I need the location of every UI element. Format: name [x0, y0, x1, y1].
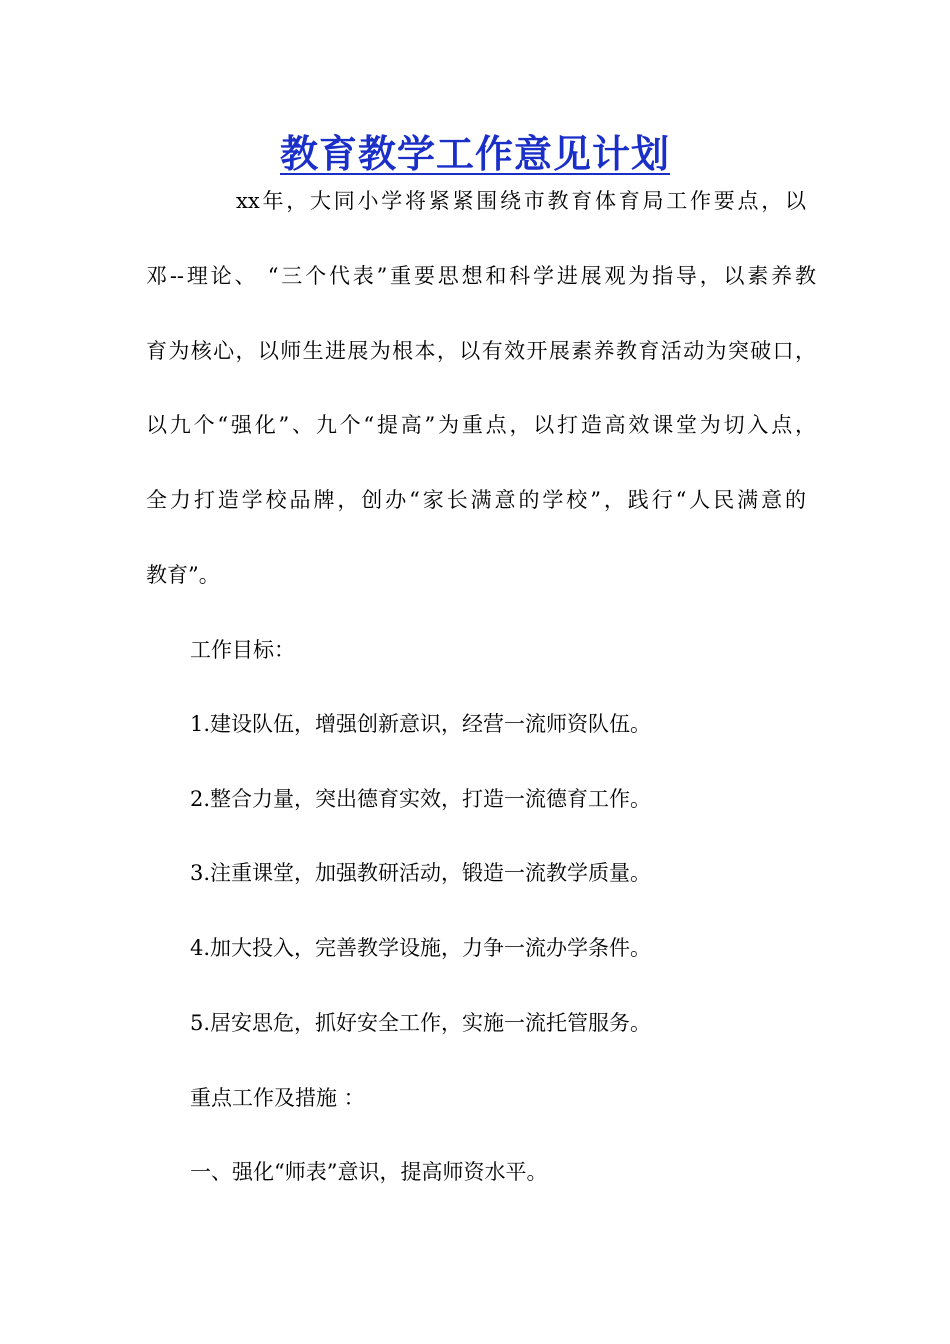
- section-one-heading: 一、强化“师表”意识，提高师资水平。: [190, 1160, 548, 1184]
- goals-heading: 工作目标：: [190, 638, 295, 662]
- intro-line-1: xx年，大同小学将紧紧围绕市教育体育局工作要点，以: [236, 189, 806, 213]
- intro-line-5: 全力打造学校品牌，创办“家长满意的学校”，践行“人民满意的: [146, 488, 806, 512]
- intro-line-4: 以九个“强化”、九个“提高”为重点，以打造高效课堂为切入点，: [146, 413, 816, 437]
- goal-item-5: 5.居安思危，抓好安全工作，实施一流托管服务。: [190, 1011, 652, 1035]
- document-title: 教育教学工作意见计划: [279, 131, 670, 176]
- goal-item-4: 4.加大投入，完善教学设施，力争一流办学条件。: [190, 936, 652, 960]
- intro-line-2: 邓--理论、 “三个代表”重要思想和科学进展观为指导，以素养教: [146, 264, 816, 288]
- goal-item-2: 2.整合力量，突出德育实效，打造一流德育工作。: [190, 787, 652, 811]
- goal-item-1: 1.建设队伍，增强创新意识，经营一流师资队伍。: [190, 712, 652, 736]
- measures-heading: 重点工作及措施 ：: [190, 1086, 365, 1110]
- intro-line-3: 育为核心，以师生进展为根本，以有效开展素养教育活动为突破口，: [146, 339, 816, 363]
- intro-line-6: 教育”。: [146, 563, 220, 587]
- goal-item-3: 3.注重课堂，加强教研活动，锻造一流教学质量。: [190, 861, 652, 885]
